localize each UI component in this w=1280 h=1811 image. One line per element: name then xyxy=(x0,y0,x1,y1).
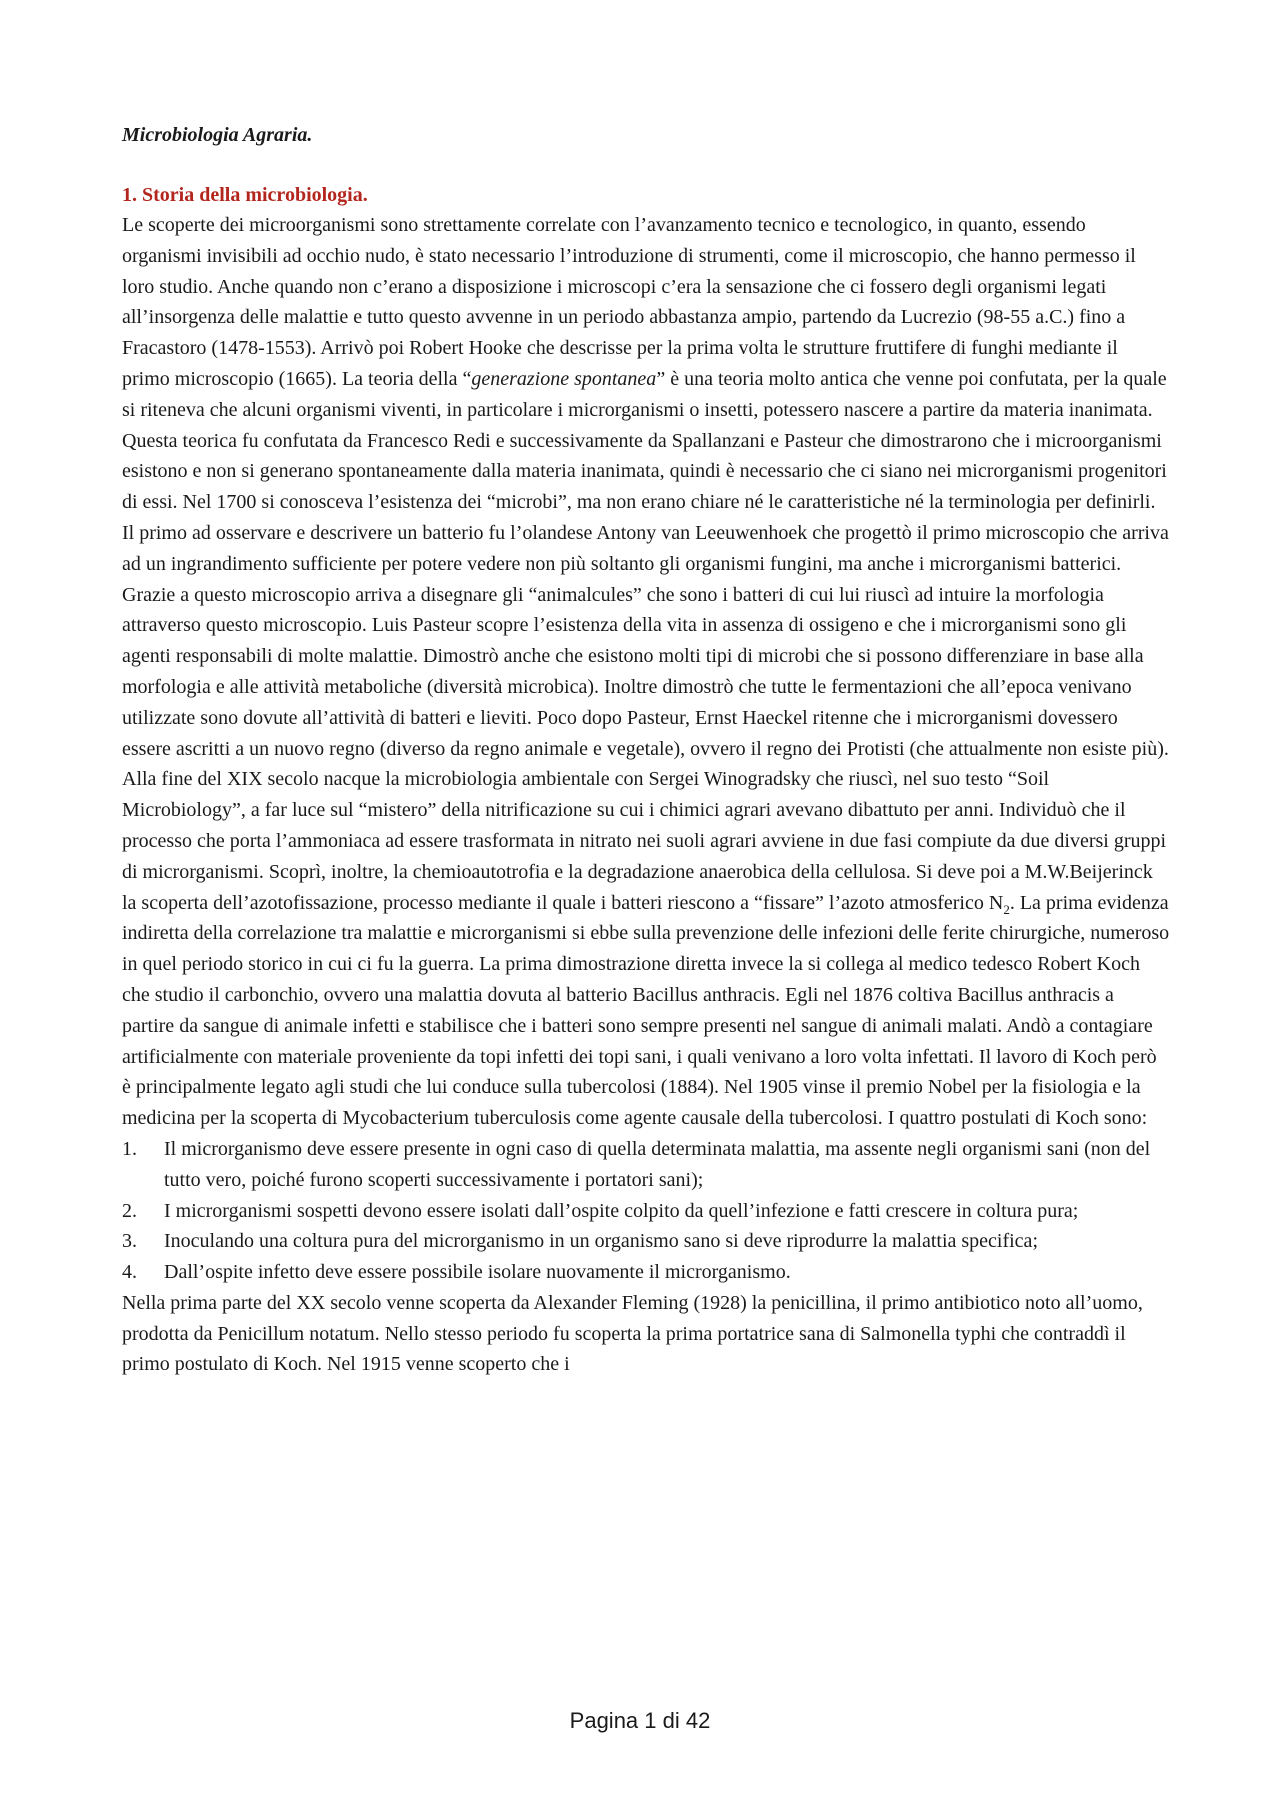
list-item-text: Il microrganismo deve essere presente in ogni caso di quella determinata malattia, ma assente negli organismi sani (non del tutto vero, poiché furono scoperti successivamente i portatori sani); xyxy=(164,1137,1151,1191)
section-heading: 1. Storia della microbiologia. xyxy=(122,184,368,206)
document-page xyxy=(122,120,1170,1380)
list-item-text: Dall’ospite infetto deve essere possibile isolare nuovamente il microrganismo. xyxy=(164,1261,791,1284)
list-item xyxy=(122,1196,1170,1227)
page-number-footer: Pagina 1 di 42 xyxy=(569,1708,711,1733)
list-item-number: 3. xyxy=(122,1230,137,1253)
intro-paragraph xyxy=(122,210,1170,1134)
list-item xyxy=(122,1257,1170,1288)
list-item-number: 2. xyxy=(122,1199,137,1222)
intro-text-part3: . La prima evidenza indiretta della correlazione tra malattie e microrganismi si ebbe sulla prevenzione delle infezioni delle ferite chirurgiche, numeroso in quel periodo storico in cui ci fu la guerra. La prima dimostrazione diretta invece la si collega al medico tedesco Robert Koch che studio il carbonchio, ovvero una malattia dovuta al batterio Bacillus anthracis. Egli nel 1876 coltiva Bacillus anthracis a partire da sangue di animale infetti e stabilisce che i batteri sono sempre presenti nel sangue di animali malati. Andò a contagiare artificialmente con materiale proveniente da topi infetti dei topi sani, i quali venivano a loro volta infettati. Il lavoro di Koch però è principalmente legato agli studi che lui conduce sulla tubercolosi (1884). Nel 1905 vinse il premio Nobel per la fisiologia e la medicina per la scoperta di Mycobacterium tuberculosis come agente causale della tubercolosi. I quattro postulati di Koch sono: xyxy=(122,891,1170,1130)
list-item-number: 1. xyxy=(122,1137,137,1160)
list-item-text: I microrganismi sospetti devono essere isolati dall’ospite colpito da quell’infezione e fatti crescere in coltura pura; xyxy=(164,1199,1079,1222)
list-item-number: 4. xyxy=(122,1261,137,1284)
intro-text-part2: ” è una teoria molto antica che venne poi confutata, per la quale si riteneva che alcuni organismi viventi, in particolare i microrganismi o insetti, potessero nascere a partire da materia inanimata. Questa teorica fu confutata da Francesco Redi e successivamente da Spallanzani e Pasteur che dimostrarono che i microorganismi esistono e non si generano spontaneamente dalla materia inanimata, quindi è necessario che ci siano nei microrganismi progenitori di essi. Nel 1700 si conosceva l’esistenza dei “microbi”, ma non erano chiare né le caratteristiche né la terminologia per definirli. Il primo ad osservare e descrivere un batterio fu l’olandese Antony van Leeuwenhoek che progettò il primo microscopio che arriva ad un ingrandimento sufficiente per potere vedere non più soltanto gli organismi fungini, ma anche i microrganismi batterici. Grazie a questo microscopio arriva a disegnare gli “animalcules” che sono i batteri di cui lui riuscì ad intuire la morfologia attraverso questo microscopio. Luis Pasteur scopre l’esistenza della vita in assenza di ossigeno e che i microrganismi sono gli agenti responsabili di molte malattie. Dimostrò anche che esistono molti tipi di microbi che si possono differenziare in base alla morfologia e alle attività metaboliche (diversità microbica). Inoltre dimostrò che tutte le fermentazioni che all’epoca venivano utilizzate sono dovute all’attività di batteri e lieviti. Poco dopo Pasteur, Ernst Haeckel ritenne che i microrganismi dovessero essere ascritti a un nuovo regno (diverso da regno animale e vegetale), ovvero il regno dei Protisti (che attualmente non esiste più). Alla fine del XIX secolo nacque la microbiologia ambientale con Sergei Winogradsky che riuscì, nel suo testo “Soil Microbiology”, a far luce sul “mistero” della nitrificazione su cui i chimici agrari avevano dibattuto per anni. Individuò che il processo che porta l’ammoniaca ad essere trasformata in nitrato nei suoli agrari avviene in due fasi compiute da due diversi gruppi di microrganismi. Scoprì, inoltre, la chemioautotrofia e la degradazione anaerobica della cellulosa. Si deve poi a M.W.Beijerinck la scoperta dell’azotofissazione, processo mediante il quale i batteri riescono a “fissare” l’azoto atmosferico N xyxy=(122,367,1169,914)
intro-text-part1: Le scoperte dei microorganismi sono strettamente correlate con l’avanzamento tecnico e tecnologico, in quanto, essendo organismi invisibili ad occhio nudo, è stato necessario l’introduzione di strumenti, come il microscopio, che hanno permesso il loro studio. Anche quando non c’erano a disposizione i microscopi c’era la sensazione che ci fossero degli organismi legati all’insorgenza delle malattie e tutto questo avvenne in un periodo abbastanza ampio, partendo da Lucrezio (98-55 a.C.) fino a Fracastoro (1478-1553). Arrivò poi Robert Hooke che descrisse per la prima volta le strutture fruttifere di funghi mediante il primo microscopio (1665). La teoria della “ xyxy=(122,214,1136,390)
document-title: Microbiologia Agraria. xyxy=(122,124,313,146)
list-item xyxy=(122,1134,1170,1196)
intro-subscript: 2 xyxy=(1003,901,1010,917)
list-item xyxy=(122,1226,1170,1257)
closing-paragraph: Nella prima parte del XX secolo venne scoperta da Alexander Fleming (1928) la penicillina, il primo antibiotico noto all’uomo, prodotta da Penicillum notatum. Nello stesso periodo fu scoperta la prima portatrice sana di Salmonella typhi che contraddì il primo postulato di Koch. Nel 1915 venne scoperto che i xyxy=(122,1291,1143,1376)
koch-postulates-list xyxy=(122,1134,1170,1288)
intro-italic-term: generazione spontanea xyxy=(471,367,657,390)
list-item-text: Inoculando una coltura pura del microrganismo in un organismo sano si deve riprodurre la malattia specifica; xyxy=(164,1230,1038,1253)
